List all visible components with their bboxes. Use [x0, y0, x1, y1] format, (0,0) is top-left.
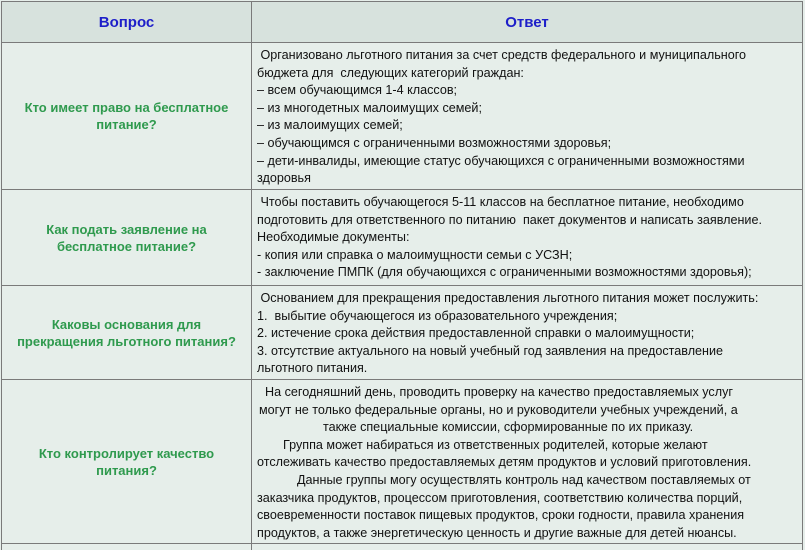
answer-line: Основанием для прекращения предоставления льготного питания может послужить: — [257, 291, 759, 305]
answer-line: Организовано льготного питания за счет средств федерального и муниципального — [257, 48, 747, 62]
answer-cell — [252, 190, 803, 286]
answer-line: На сегодняшний день, проводить проверку на качество предоставляемых услуг — [265, 385, 733, 399]
answer-line: льготного питания. — [257, 361, 368, 376]
answer-line: заказчика продуктов, процессом приготовления, соответствию количества порций, — [257, 490, 743, 505]
answer-line: продуктов, а также энергетическую ценность и другие важные для детей нюансы. — [257, 525, 737, 540]
answer-cell — [252, 286, 803, 380]
answer-line: – из многодетных малоимущих семей; — [257, 100, 482, 115]
table-row — [2, 286, 803, 380]
empty-cell — [2, 544, 252, 550]
answer-line: Чтобы поставить обучающегося 5-11 классов на бесплатное питание, необходимо — [257, 195, 744, 209]
answer-cell — [252, 43, 803, 190]
header-row — [2, 2, 803, 43]
question-cell: Кто имеет право на бесплатное питание? — [2, 43, 252, 190]
table-row-partial — [2, 544, 803, 550]
answer-line: – обучающимся с ограниченными возможностями здоровья; — [257, 135, 612, 150]
answer-line: 1. выбытие обучающегося из образовательного учреждения; — [257, 308, 618, 323]
table-row — [2, 190, 803, 286]
table-row — [2, 380, 803, 544]
answer-line: 3. отсутствие актуального на новый учебный год заявления на предоставление — [257, 343, 724, 358]
question-cell: Кто контролирует качество питания? — [2, 380, 252, 544]
answer-line: – дети-инвалиды, имеющие статус обучающихся с ограниченными возможностями — [257, 153, 745, 168]
answer-line: своевременности поставок пищевых продуктов, сроки годности, правила хранения — [257, 508, 745, 523]
answer-line: Необходимые документы: — [257, 230, 410, 245]
table-row — [2, 43, 803, 190]
answer-line: Группа может набираться из ответственных родителей, которые желают — [283, 437, 708, 452]
answer-line: Данные группы могу осуществлять контроль над качеством поставляемых от — [297, 472, 751, 487]
empty-cell — [252, 544, 803, 550]
answer-line: – всем обучающимся 1-4 классов; — [257, 83, 458, 98]
answer-line: бюджета для следующих категорий граждан: — [257, 65, 524, 80]
answer-line: также специальные комиссии, сформированные по их приказу. — [323, 420, 694, 435]
question-cell: Каковы основания для прекращения льготного питания? — [2, 286, 252, 380]
answer-line: - заключение ПМПК (для обучающихся с ограниченными возможностями здоровья); — [257, 265, 752, 280]
answer-line: отслеживать качество предоставляемых детям продуктов и условий приготовления. — [257, 455, 752, 470]
header-question: Вопрос — [2, 2, 252, 43]
faq-table — [1, 1, 803, 550]
answer-line: могут не только федеральные органы, но и руководители учебных учреждений, а — [259, 402, 738, 417]
answer-line: здоровья — [257, 171, 311, 186]
header-answer: Ответ — [252, 2, 803, 43]
answer-line: – из малоимущих семей; — [257, 118, 403, 133]
answer-cell — [252, 380, 803, 544]
answer-line: - копия или справка о малоимущности семьи с УСЗН; — [257, 247, 573, 262]
answer-line: подготовить для ответственного по питанию пакет документов и написать заявление. — [257, 212, 762, 227]
question-cell: Как подать заявление на бесплатное питание? — [2, 190, 252, 286]
answer-line: 2. истечение срока действия предоставленной справки о малоимущности; — [257, 326, 695, 341]
